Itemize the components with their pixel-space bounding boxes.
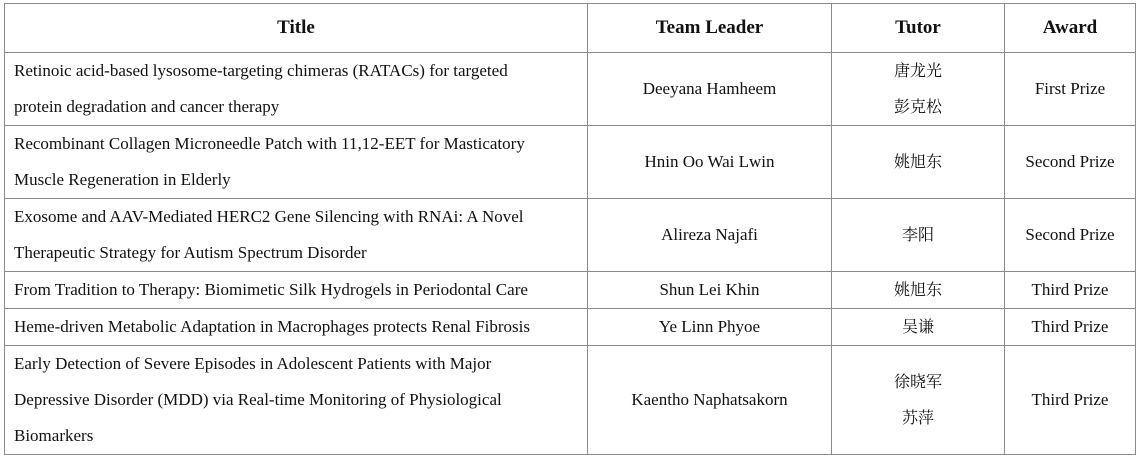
title-column-header: Title bbox=[5, 4, 588, 53]
project-title-line: Recombinant Collagen Microneedle Patch with 11,12-EET for Masticatory bbox=[14, 134, 525, 153]
project-title-line: Biomarkers bbox=[14, 426, 94, 445]
project-title-cell bbox=[5, 53, 588, 126]
project-title-cell bbox=[5, 199, 588, 272]
awards-table bbox=[4, 3, 1136, 455]
team-leader-column-header: Team Leader bbox=[588, 4, 832, 53]
team-leader-cell: Hnin Oo Wai Lwin bbox=[588, 126, 832, 199]
tutor-cell bbox=[832, 272, 1005, 309]
tutor-name: 彭克松 bbox=[893, 97, 942, 116]
tutor-name: 吴谦 bbox=[901, 317, 934, 336]
project-title-line: Muscle Regeneration in Elderly bbox=[14, 170, 231, 189]
tutor-column-header: Tutor bbox=[832, 4, 1005, 53]
table-row bbox=[5, 53, 1136, 126]
project-title-cell bbox=[5, 272, 588, 309]
table-row bbox=[5, 272, 1136, 309]
tutor-cell bbox=[832, 53, 1005, 126]
project-title-cell bbox=[5, 126, 588, 199]
team-leader-cell: Ye Linn Phyoe bbox=[588, 309, 832, 346]
tutor-name: 姚旭东 bbox=[893, 280, 942, 299]
tutor-name: 唐龙光 bbox=[893, 61, 942, 80]
tutor-cell bbox=[832, 126, 1005, 199]
tutor-name: 徐晓军 bbox=[893, 372, 942, 391]
tutor-name: 姚旭东 bbox=[893, 152, 942, 171]
table-row bbox=[5, 309, 1136, 346]
project-title-line: Retinoic acid-based lysosome-targeting chimeras (RATACs) for targeted bbox=[14, 61, 508, 80]
project-title-line: protein degradation and cancer therapy bbox=[14, 97, 280, 116]
header-row bbox=[5, 4, 1136, 53]
tutor-cell bbox=[832, 346, 1005, 455]
award-column-header: Award bbox=[1005, 4, 1136, 53]
award-cell: Second Prize bbox=[1005, 199, 1136, 272]
tutor-cell bbox=[832, 199, 1005, 272]
project-title-line: Exosome and AAV-Mediated HERC2 Gene Silencing with RNAi: A Novel bbox=[14, 207, 524, 226]
project-title-line: Therapeutic Strategy for Autism Spectrum Disorder bbox=[14, 243, 367, 262]
award-cell: Second Prize bbox=[1005, 126, 1136, 199]
table-row bbox=[5, 126, 1136, 199]
tutor-cell bbox=[832, 309, 1005, 346]
project-title-line: Depressive Disorder (MDD) via Real-time Monitoring of Physiological bbox=[14, 390, 502, 409]
project-title-line: Early Detection of Severe Episodes in Adolescent Patients with Major bbox=[14, 354, 492, 373]
award-cell: Third Prize bbox=[1005, 309, 1136, 346]
tutor-name: 李阳 bbox=[901, 225, 934, 244]
project-title-line: From Tradition to Therapy: Biomimetic Silk Hydrogels in Periodontal Care bbox=[14, 280, 528, 299]
table-row bbox=[5, 346, 1136, 455]
project-title-cell bbox=[5, 346, 588, 455]
project-title-cell bbox=[5, 309, 588, 346]
team-leader-cell: Alireza Najafi bbox=[588, 199, 832, 272]
team-leader-cell: Kaentho Naphatsakorn bbox=[588, 346, 832, 455]
project-title-line: Heme-driven Metabolic Adaptation in Macrophages protects Renal Fibrosis bbox=[14, 317, 531, 336]
team-leader-cell: Deeyana Hamheem bbox=[588, 53, 832, 126]
award-cell: Third Prize bbox=[1005, 346, 1136, 455]
tutor-name: 苏萍 bbox=[901, 408, 934, 427]
award-cell: First Prize bbox=[1005, 53, 1136, 126]
table-row bbox=[5, 199, 1136, 272]
award-cell: Third Prize bbox=[1005, 272, 1136, 309]
team-leader-cell: Shun Lei Khin bbox=[588, 272, 832, 309]
